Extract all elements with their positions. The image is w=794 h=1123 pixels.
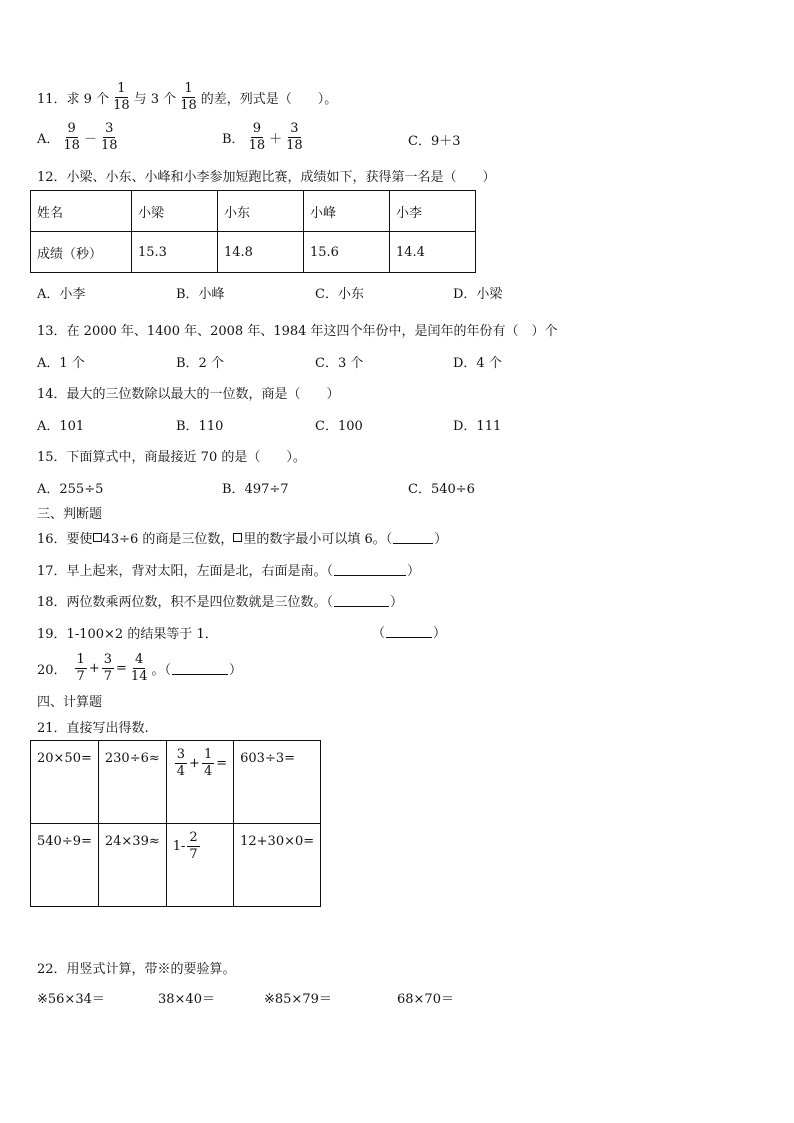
option-a: A．101 <box>37 419 85 434</box>
question-17: 17．早上起来，背对太阳，左面是北，右面是南。（ ） <box>37 563 421 579</box>
answer-area: （ ） <box>372 625 447 641</box>
question-18: 18．两位数乘两位数，积不是四位数就是三位数。（ ） <box>37 594 404 610</box>
question-14: 14．最大的三位数除以最大的一位数，商是（ ） <box>37 387 340 402</box>
option-a: A．1 个 <box>37 356 85 371</box>
option-a: A．小李 <box>37 287 86 302</box>
option-a: A． $\frac{9}{18}$ － $\frac{3}{18}$ <box>37 120 118 153</box>
section-heading: 三、判断题 <box>37 507 103 522</box>
answer-blank[interactable] <box>386 625 432 638</box>
fraction-cell: $\frac{3}{4}$ + $\frac{1}{4}$ = <box>166 741 233 824</box>
question-16: 16．要使 43÷6 的商是三位数， 里的数字最小可以填 6。（ ） <box>37 531 448 547</box>
score-table <box>30 190 476 273</box>
question-text: 的差，列式是（ ）。 <box>200 91 338 107</box>
answer-blank[interactable] <box>334 594 389 607</box>
table-row: 540÷9= 24×39≈ 1- $\frac{2}{7}$ 12+30×0= <box>31 824 321 907</box>
option-b: B．110 <box>176 419 224 434</box>
question-21: 21．直接写出得数. <box>37 721 149 736</box>
question-13: 13．在 2000 年、1400 年、2008 年、1984 年这四个年份中，是闰年的年份有（ ）个 <box>37 324 558 339</box>
option-a: A．255÷5 <box>37 482 104 497</box>
table-row: 姓名 小梁 小东 小峰 小李 <box>31 191 476 232</box>
calc-item: ※56×34＝ <box>37 992 105 1007</box>
question-text: 与 3 个 <box>133 91 177 107</box>
fraction: $\frac{1}{18}$ <box>180 80 197 113</box>
option-b: B．497÷7 <box>222 482 289 497</box>
option-b: B． $\frac{9}{18}$ ＋ $\frac{3}{18}$ <box>222 120 303 153</box>
question-20: 20． $\frac{1}{7}$ + $\frac{3}{7}$ = $\frac{4}{14}$ 。（ ） <box>37 651 242 684</box>
square-box-icon <box>233 533 242 542</box>
fraction-cell: 1- $\frac{2}{7}$ <box>166 824 233 907</box>
option-c: C．小东 <box>315 287 364 302</box>
question-22: 22．用竖式计算，带※的要验算。 <box>37 962 236 977</box>
answer-blank[interactable] <box>334 563 406 576</box>
option-b: B．小峰 <box>176 287 225 302</box>
calc-item: 38×40＝ <box>158 992 215 1007</box>
answer-blank[interactable] <box>393 531 433 544</box>
option-c: C．540÷6 <box>408 482 475 497</box>
question-15: 15．下面算式中，商最接近 70 的是（ ）。 <box>37 450 306 465</box>
option-c: C．9＋3 <box>408 134 461 149</box>
fraction: $\frac{1}{18}$ <box>113 80 130 113</box>
question-number: 11． <box>37 91 67 107</box>
question-19: 19．1-100×2 的结果等于 1． <box>37 627 218 642</box>
calc-item: 68×70＝ <box>397 992 454 1007</box>
calc-item: ※85×79＝ <box>264 992 332 1007</box>
option-d: D．111 <box>453 419 502 434</box>
option-d: D．4 个 <box>453 356 502 371</box>
section-heading: 四、计算题 <box>37 695 103 710</box>
question-11 <box>37 80 337 114</box>
option-d: D．小梁 <box>453 287 503 302</box>
table-row: 成绩（秒） 15.3 14.8 15.6 14.4 <box>31 232 476 273</box>
calc-table <box>30 740 321 907</box>
table-row: 20×50= 230÷6≈ $\frac{3}{4}$ + $\frac{1}{4}$ = 603÷3= <box>31 741 321 824</box>
option-c: C．3 个 <box>315 356 364 371</box>
question-text: 求 9 个 <box>66 91 110 107</box>
answer-blank[interactable] <box>172 662 228 675</box>
square-box-icon <box>93 533 102 542</box>
question-12: 12．小梁、小东、小峰和小李参加短跑比赛，成绩如下，获得第一名是（ ） <box>37 170 496 185</box>
option-c: C．100 <box>315 419 363 434</box>
option-b: B．2 个 <box>176 356 224 371</box>
